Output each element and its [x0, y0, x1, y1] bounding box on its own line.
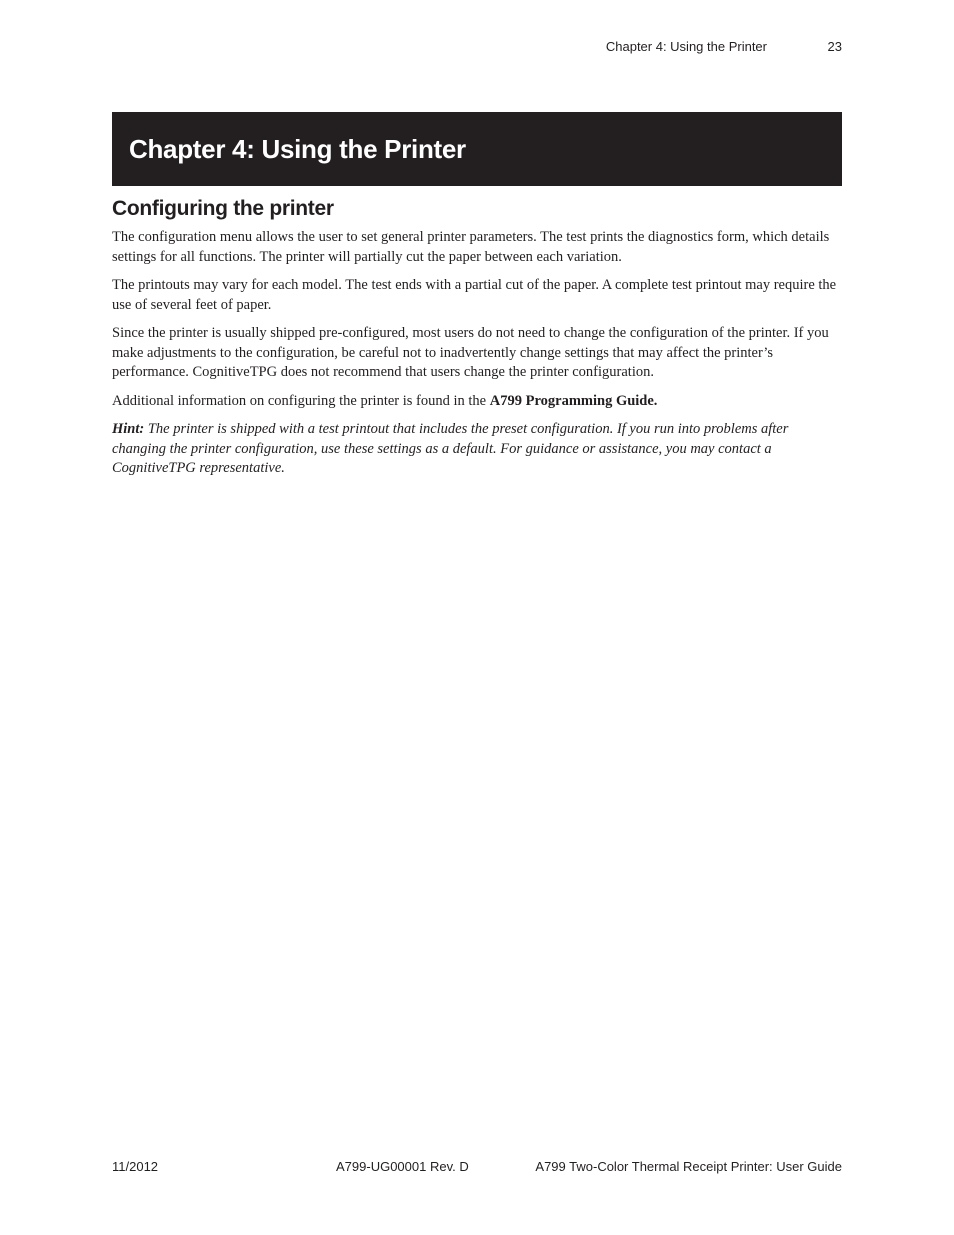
footer-date: 11/2012	[112, 1159, 159, 1174]
programming-guide-reference: A799 Programming Guide.	[489, 392, 658, 409]
section-heading: Configuring the printer	[112, 197, 334, 220]
additional-info-text: Additional information on configuring the printer is found in the	[112, 392, 490, 409]
hint-text: The printer is shipped with a test printout that includes the preset configuration. If you run into problems after changing the printer configuration, use these settings as a default. For guidance or assistance, you may contact a CognitiveTPG representative.	[112, 421, 789, 476]
chapter-banner	[112, 112, 842, 186]
paragraph-1: The configuration menu allows the user to set general printer parameters. The test prints the diagnostics form, which details settings for all functions. The printer will partially cut the paper between each variation.	[112, 229, 830, 265]
header-section-title: Chapter 4: Using the Printer	[605, 39, 767, 54]
paragraph-3: Since the printer is usually shipped pre-configured, most users do not need to change the configuration of the printer. If you make adjustments to the configuration, be careful not to inadvertently change settings that may affect the printer’s performance. CognitiveTPG does not recommend that users change the printer configuration.	[112, 325, 829, 380]
footer-guide-title: A799 Two-Color Thermal Receipt Printer: User Guide	[535, 1159, 842, 1174]
running-footer	[112, 1159, 842, 1177]
running-header	[112, 39, 842, 57]
footer-doc-number: A799-UG00001 Rev. D	[336, 1159, 469, 1174]
additional-info-paragraph	[112, 392, 842, 412]
hint-paragraph	[112, 420, 842, 479]
chapter-title: Chapter 4: Using the Printer	[129, 133, 466, 164]
paragraph-2: The printouts may vary for each model. The test ends with a partial cut of the paper. A complete test printout may require the use of several feet of paper.	[112, 277, 837, 313]
page-content	[112, 196, 842, 488]
hint-label: Hint:	[112, 421, 145, 437]
page-number: 23	[827, 39, 842, 54]
